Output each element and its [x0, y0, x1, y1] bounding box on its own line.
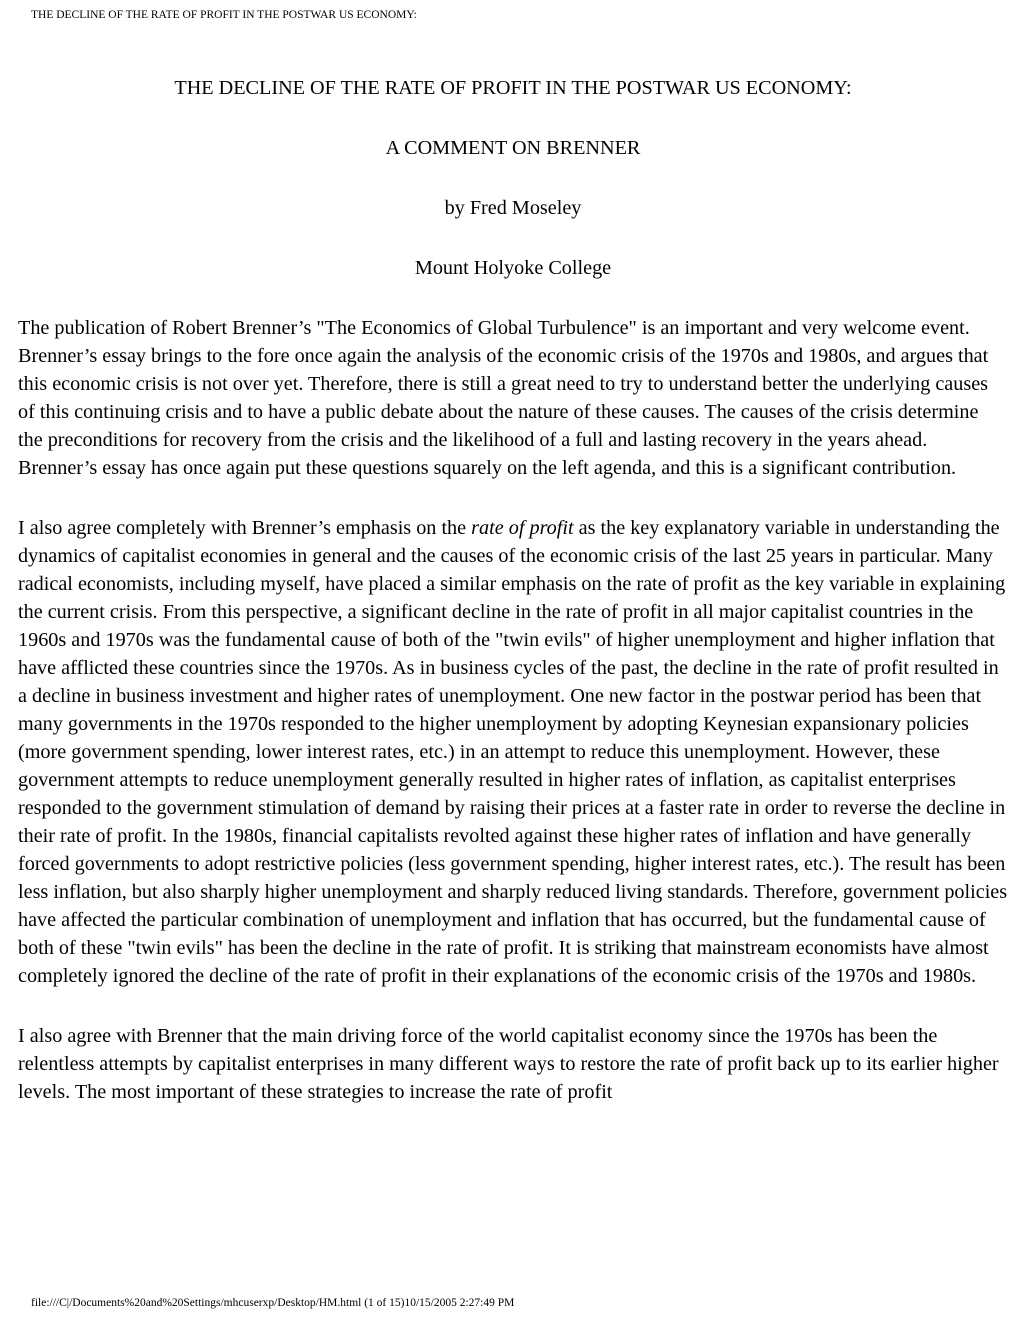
document-title: THE DECLINE OF THE RATE OF PROFIT IN THE POSTWAR US ECONOMY: — [174, 77, 852, 99]
print-footer: file:///C|/Documents%20and%20Settings/mhcuserxp/Desktop/HM.html (1 of 15)10/15/2005 2:27:49 PM — [31, 1297, 515, 1309]
paragraph-2-text-start: I also agree completely with Brenner’s emphasis on the — [18, 517, 472, 539]
document-subtitle: A COMMENT ON BRENNER — [385, 137, 641, 159]
running-header: THE DECLINE OF THE RATE OF PROFIT IN THE POSTWAR US ECONOMY: — [31, 9, 417, 21]
paragraph-2-text-rest: as the key explanatory variable in understanding the dynamics of capitalist economies in general and the causes of the economic crisis of the last 25 years in particular. Many radical economists, including myself, have placed a similar emphasis on the rate of profit as the key variable in explaining the current crisis. From this perspective, a significant decline in the rate of profit in all major capitalist countries in the 1960s and 1970s was the fundamental cause of both of the "twin evils" of higher unemployment and higher inflation that have afflicted these countries since the 1970s. As in business cycles of the past, the decline in the rate of profit resulted in a decline in business investment and higher rates of unemployment. One new factor in the postwar period has been that many governments in the 1970s responded to the higher unemployment by adopting Keynesian expansionary policies (more government spending, lower interest rates, etc.) in an attempt to reduce this unemployment. However, these government attempts to reduce unemployment generally resulted in higher rates of inflation, as capitalist enterprises responded to the government stimulation of demand by raising their prices at a faster rate in order to reverse the decline in their rate of profit. In the 1980s, financial capitalists revolted against these higher rates of inflation and have generally forced governments to adopt restrictive policies (less government spending, higher interest rates, etc.). The result has been less inflation, but also sharply higher unemployment and sharply reduced living standards. Therefore, government policies have affected the particular combination of unemployment and inflation that has occurred, but the fundamental cause of both of these "twin evils" has been the decline in the rate of profit. It is striking that mainstream economists have almost completely ignored the decline of the rate of profit in their explanations of the economic crisis of the 1970s and 1980s. — [18, 517, 1008, 987]
document-body — [18, 74, 1008, 1106]
author-line: by Fred Moseley — [444, 197, 582, 219]
paragraph-2 — [18, 514, 1008, 990]
affiliation-line: Mount Holyoke College — [414, 257, 612, 279]
paragraph-1: The publication of Robert Brenner’s "The Economics of Global Turbulence" is an important and very welcome event. Brenner’s essay brings to the fore once again the analysis of the economic crisis of the 1970s and 1980s, and argues that this economic crisis is not over yet. Therefore, there is still a great need to try to understand better the underlying causes of this continuing crisis and to have a public debate about the nature of these causes. The causes of the crisis determine the preconditions for recovery from the crisis and the likelihood of a full and lasting recovery in the years ahead. Brenner’s essay has once again put these questions squarely on the left agenda, and this is a significant contribution. — [18, 317, 989, 479]
paragraph-3: I also agree with Brenner that the main driving force of the world capitalist economy since the 1970s has been the relentless attempts by capitalist enterprises in many different ways to restore the rate of profit back up to its earlier higher levels. The most important of these strategies to increase the rate of profit — [18, 1025, 999, 1103]
emphasis-rate-of-profit: rate of profit — [471, 517, 574, 539]
